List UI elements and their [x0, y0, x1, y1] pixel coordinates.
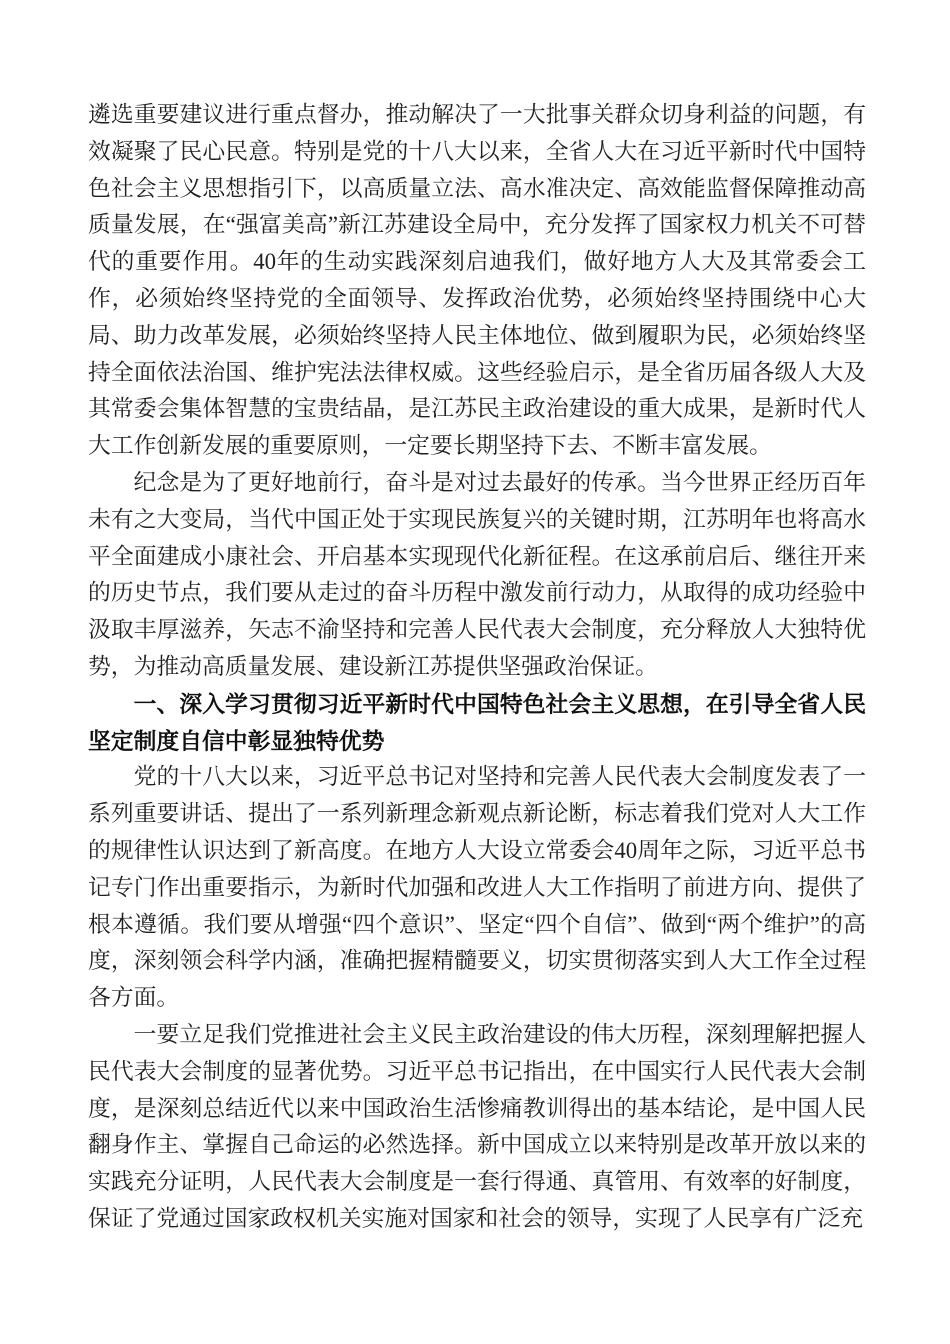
- paragraph-commemoration: 纪念是为了更好地前行，奋斗是对过去最好的传承。当今世界正经历百年未有之大变局，当代中国正处于实现民族复兴的关键时期，江苏明年也将高水平全面建成小康社会、开启基本实现现代化新征程。在这承前启后、继往开来的历史节点，我们要从走过的奋斗历程中激发前行动力，从取得的成功经验中汲取丰厚滋养，矢志不渝坚持和完善人民代表大会制度，充分释放人大独特优势，为推动高质量发展、建设新江苏提供坚强政治保证。: [88, 469, 866, 679]
- document-content: [88, 97, 866, 1238]
- paragraph-continuation: 遴选重要建议进行重点督办，推动解决了一大批事关群众切身利益的问题，有效凝聚了民心民意。特别是党的十八大以来，全省人大在习近平新时代中国特色社会主义思想指引下，以高质量立法、高水准决定、高效能监督保障推动高质量发展，在“强富美高”新江苏建设全局中，充分发挥了国家权力机关不可替代的重要作用。40年的生动实践深刻启迪我们，做好地方人大及其常委会工作，必须始终坚持党的全面领导、发挥政治优势，必须始终坚持围绕中心大局、助力改革发展，必须始终坚持人民主体地位、做到履职为民，必须始终坚持全面依法治国、维护宪法法律权威。这些经验启示，是全省历届各级人大及其常委会集体智慧的宝贵结晶，是江苏民主政治建设的重大成果，是新时代人大工作创新发展的重要原则，一定要长期坚持下去、不断丰富发展。: [88, 102, 866, 459]
- section-heading-1: 一、深入学习贯彻习近平新时代中国特色社会主义思想，在引导全省人民坚定制度自信中彰显独特优势: [88, 690, 866, 754]
- paragraph-study-thought: 党的十八大以来，习近平总书记对坚持和完善人民代表大会制度发表了一系列重要讲话、提出了一系列新理念新观点新论断，标志着我们党对人大工作的规律性认识达到了新高度。在地方人大设立常委会40周年之际，习近平总书记专门作出重要指示，为新时代加强和改进人大工作指明了前进方向、提供了根本遵循。我们要从增强“四个意识”、坚定“四个自信”、做到“两个维护”的高度，深刻领会科学内涵，准确把握精髓要义，切实贯彻落实到人大工作全过程各方面。: [88, 764, 866, 1011]
- paragraph-system-advantage: 一要立足我们党推进社会主义民主政治建设的伟大历程，深刻理解把握人民代表大会制度的显著优势。习近平总书记指出，在中国实行人民代表大会制度，是深刻总结近代以来中国政治生活惨痛教训得出的基本结论，是中国人民翻身作主、掌握自己命运的必然选择。新中国成立以来特别是改革开放以来的实践充分证明，人民代表大会制度是一套行得通、真管用、有效率的好制度，保证了党通过国家政权机关实施对国家和社会的领导，实现了人民享有广泛充: [88, 1021, 866, 1231]
